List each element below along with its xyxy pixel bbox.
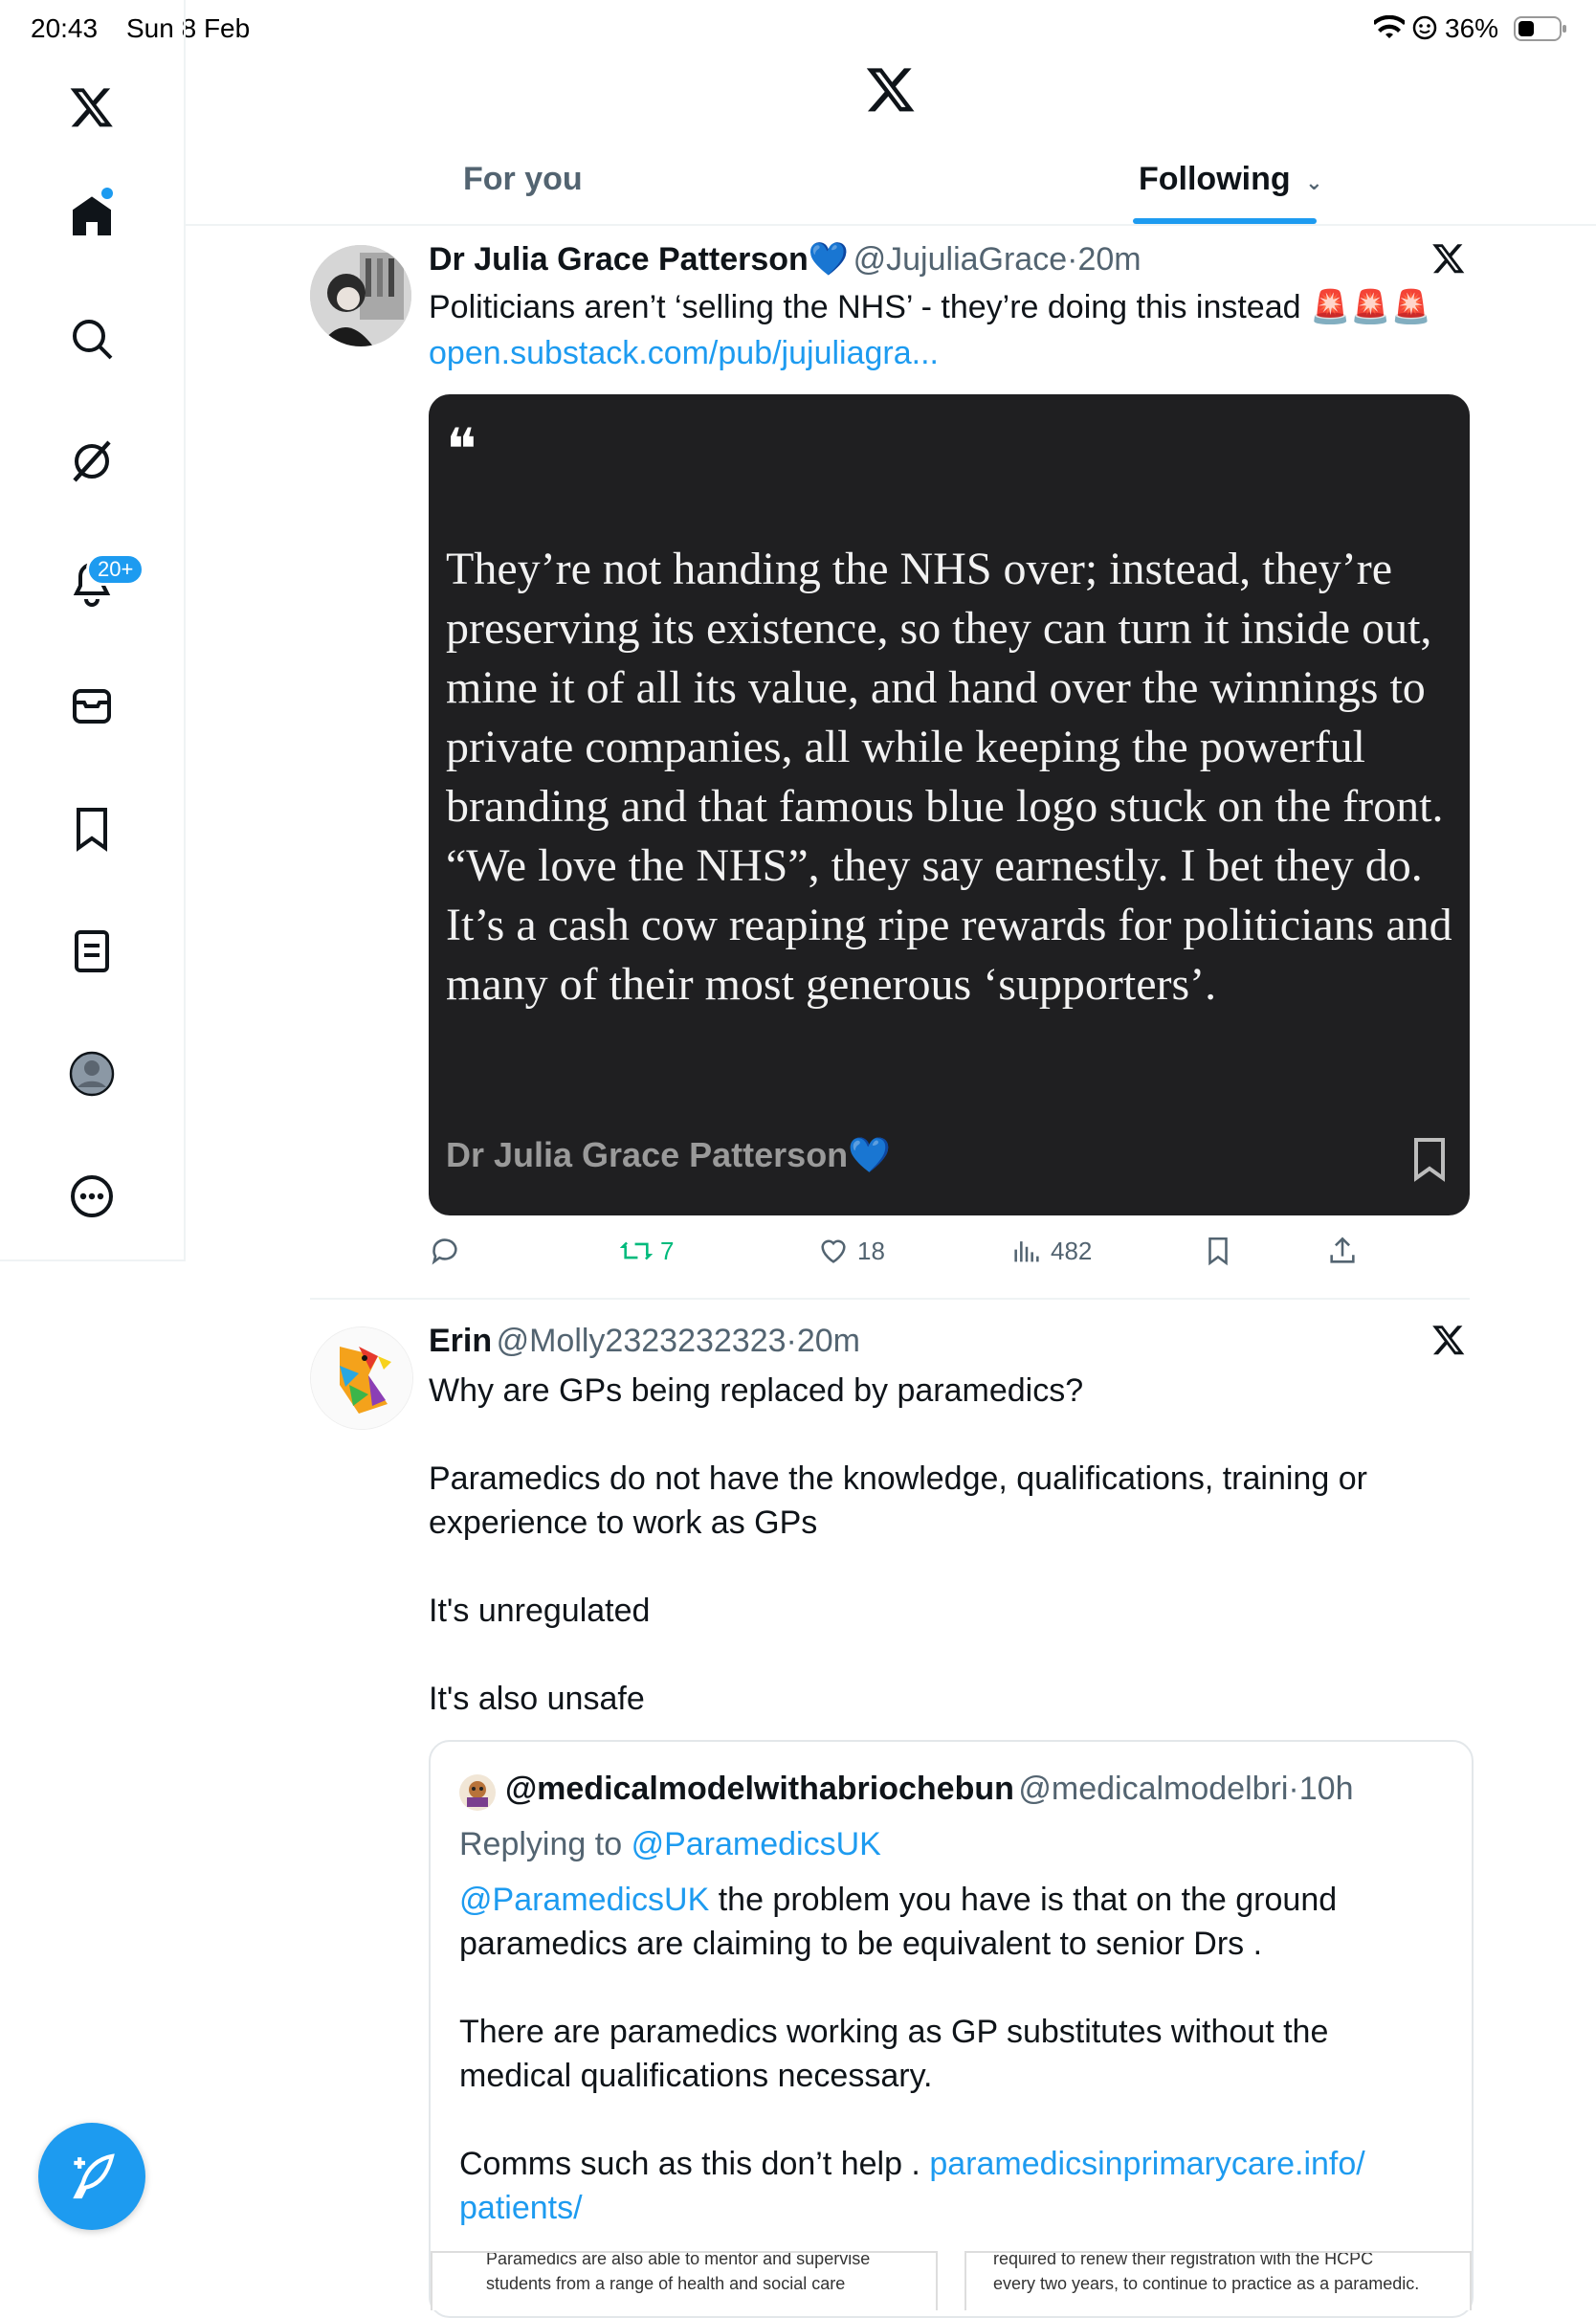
tab-following-label: Following (1139, 161, 1291, 197)
quoted-author-handle[interactable]: @medicalmodelbri (1018, 1771, 1289, 1807)
replying-to (459, 1822, 881, 1866)
avatar[interactable] (310, 1326, 413, 1430)
bookmark-icon (1202, 1235, 1234, 1267)
like-button[interactable] (817, 1235, 885, 1267)
tab-for-you[interactable]: For you (463, 161, 583, 197)
more-icon[interactable] (54, 1158, 130, 1235)
share-icon (1326, 1235, 1359, 1267)
author-handle[interactable]: @Molly2323232323 (496, 1323, 787, 1359)
tweet-text: Politicians aren’t ‘selling the NHS’ - they’re doing this instead 🚨🚨🚨 (429, 289, 1431, 325)
tweet-text-line: It's also unsafe (429, 1681, 645, 1717)
status-date: Sun 8 Feb (126, 13, 251, 43)
author-name[interactable]: Erin (429, 1323, 493, 1359)
quoted-paragraph (459, 1878, 1426, 1966)
reply-icon (429, 1235, 461, 1267)
author-name[interactable]: Dr Julia Grace Patterson💙 (429, 241, 850, 278)
wifi-icon (1374, 15, 1405, 45)
messages-icon[interactable] (54, 668, 130, 745)
battery-icon (1514, 15, 1567, 47)
tweet-time[interactable]: 20m (1077, 241, 1142, 278)
focus-icon (1412, 15, 1437, 45)
author-handle[interactable]: @JujuliaGrace (853, 241, 1068, 278)
tab-following[interactable] (1139, 161, 1323, 198)
tweet-header (429, 237, 1142, 281)
home-icon[interactable] (54, 178, 130, 255)
quoted-time: 10h (1298, 1771, 1354, 1807)
repost-button[interactable] (620, 1235, 674, 1267)
image-text: students from a range of health and social care (486, 2274, 846, 2293)
quoted-paragraph (459, 2142, 1426, 2230)
replying-label: Replying to (459, 1826, 623, 1862)
bookmarks-icon[interactable] (54, 791, 130, 867)
reply-button[interactable] (429, 1235, 461, 1267)
avatar[interactable] (310, 245, 411, 346)
quoted-text: Comms such as this don’t help . (459, 2146, 930, 2182)
grok-explain-icon[interactable] (1431, 243, 1466, 280)
quoted-paragraph: There are paramedics working as GP substitutes without the medical qualifications necessary. (459, 2014, 1329, 2094)
x-logo-icon[interactable] (54, 69, 130, 145)
tweet-link[interactable]: open.substack.com/pub/jujuliagra... (429, 335, 939, 371)
status-time: 20:43 (31, 13, 99, 43)
views-icon (1010, 1235, 1043, 1267)
views-button[interactable] (1010, 1235, 1092, 1267)
attached-image-right[interactable] (964, 2251, 1472, 2310)
quoted-header (505, 1767, 1353, 1811)
bookmark-button[interactable] (1202, 1235, 1234, 1267)
repost-icon (620, 1235, 653, 1267)
sidebar-nav (0, 0, 186, 1261)
separator: · (1288, 1771, 1299, 1807)
quoted-tweet[interactable] (429, 1740, 1474, 2318)
replying-mention[interactable]: @ParamedicsUK (631, 1826, 881, 1862)
quoted-text: the problem you have is that on the ground paramedics are claiming to be equivalent to senior Drs . (459, 1882, 1338, 1962)
quote-card[interactable] (429, 394, 1470, 1215)
quote-text: They’re not handing the NHS over; instead, they’re preserving its existence, so they can turn it inside out, mine it of all its value, and hand over the winnings to private companies, all while keeping the powerful branding and that famous blue logo stuck on the front. “We love the NHS”, they say earnestly. I bet they do. It’s a cash cow reaping ripe rewards for politicians and many of their most generous ‘supporters’. (446, 544, 1452, 1010)
separator: · (1067, 241, 1078, 278)
tab-active-indicator (1133, 218, 1317, 224)
lists-icon[interactable] (54, 913, 130, 990)
tweet-text-line: Why are GPs being replaced by paramedics? (429, 1372, 1084, 1409)
profile-icon[interactable] (54, 1036, 130, 1112)
quoted-link[interactable]: paramedicsinprimarycare.info/ patients/ (459, 2146, 1365, 2226)
tweet-text-line: It's unregulated (429, 1593, 651, 1629)
image-text: required to renew their registration with the HCPC (993, 2251, 1374, 2268)
grok-icon[interactable] (54, 423, 130, 500)
home-unread-dot (101, 188, 113, 199)
like-count: 18 (857, 1236, 885, 1265)
card-bookmark-icon[interactable] (1410, 1135, 1449, 1188)
compose-feather-icon (65, 2150, 119, 2203)
tweet-time[interactable]: 20m (796, 1323, 860, 1359)
heart-icon (817, 1235, 850, 1267)
repost-count: 7 (660, 1236, 675, 1265)
card-author: Dr Julia Grace Patterson💙 (446, 1135, 891, 1174)
quote-mark-icon: ❝ (446, 416, 477, 483)
compose-button[interactable] (38, 2123, 145, 2230)
separator: · (786, 1323, 797, 1359)
search-icon[interactable] (54, 301, 130, 377)
share-button[interactable] (1326, 1235, 1359, 1267)
views-count: 482 (1051, 1236, 1093, 1265)
grok-explain-icon[interactable] (1431, 1325, 1466, 1362)
attached-image-left[interactable] (431, 2251, 938, 2310)
x-header-logo-icon[interactable] (865, 67, 917, 120)
notifications-badge: 20+ (86, 553, 144, 586)
image-text: every two years, to continue to practice as a paramedic. (993, 2274, 1420, 2293)
timeline-tabs (186, 144, 1596, 226)
avatar[interactable] (459, 1774, 496, 1811)
quoted-mention[interactable]: @ParamedicsUK (459, 1882, 710, 1918)
tweet-text-line: Paramedics do not have the knowledge, qualifications, training or experience to work as GPs (429, 1460, 1367, 1541)
tweet-header (429, 1319, 860, 1363)
tweet-divider (310, 1298, 1470, 1300)
battery-percent: 36% (1445, 13, 1499, 43)
image-text: Paramedics are also able to mentor and supervise (486, 2251, 871, 2268)
quoted-author-name[interactable]: @medicalmodelwithabriochebun (505, 1771, 1014, 1807)
chevron-down-icon: ⌄ (1305, 170, 1323, 194)
